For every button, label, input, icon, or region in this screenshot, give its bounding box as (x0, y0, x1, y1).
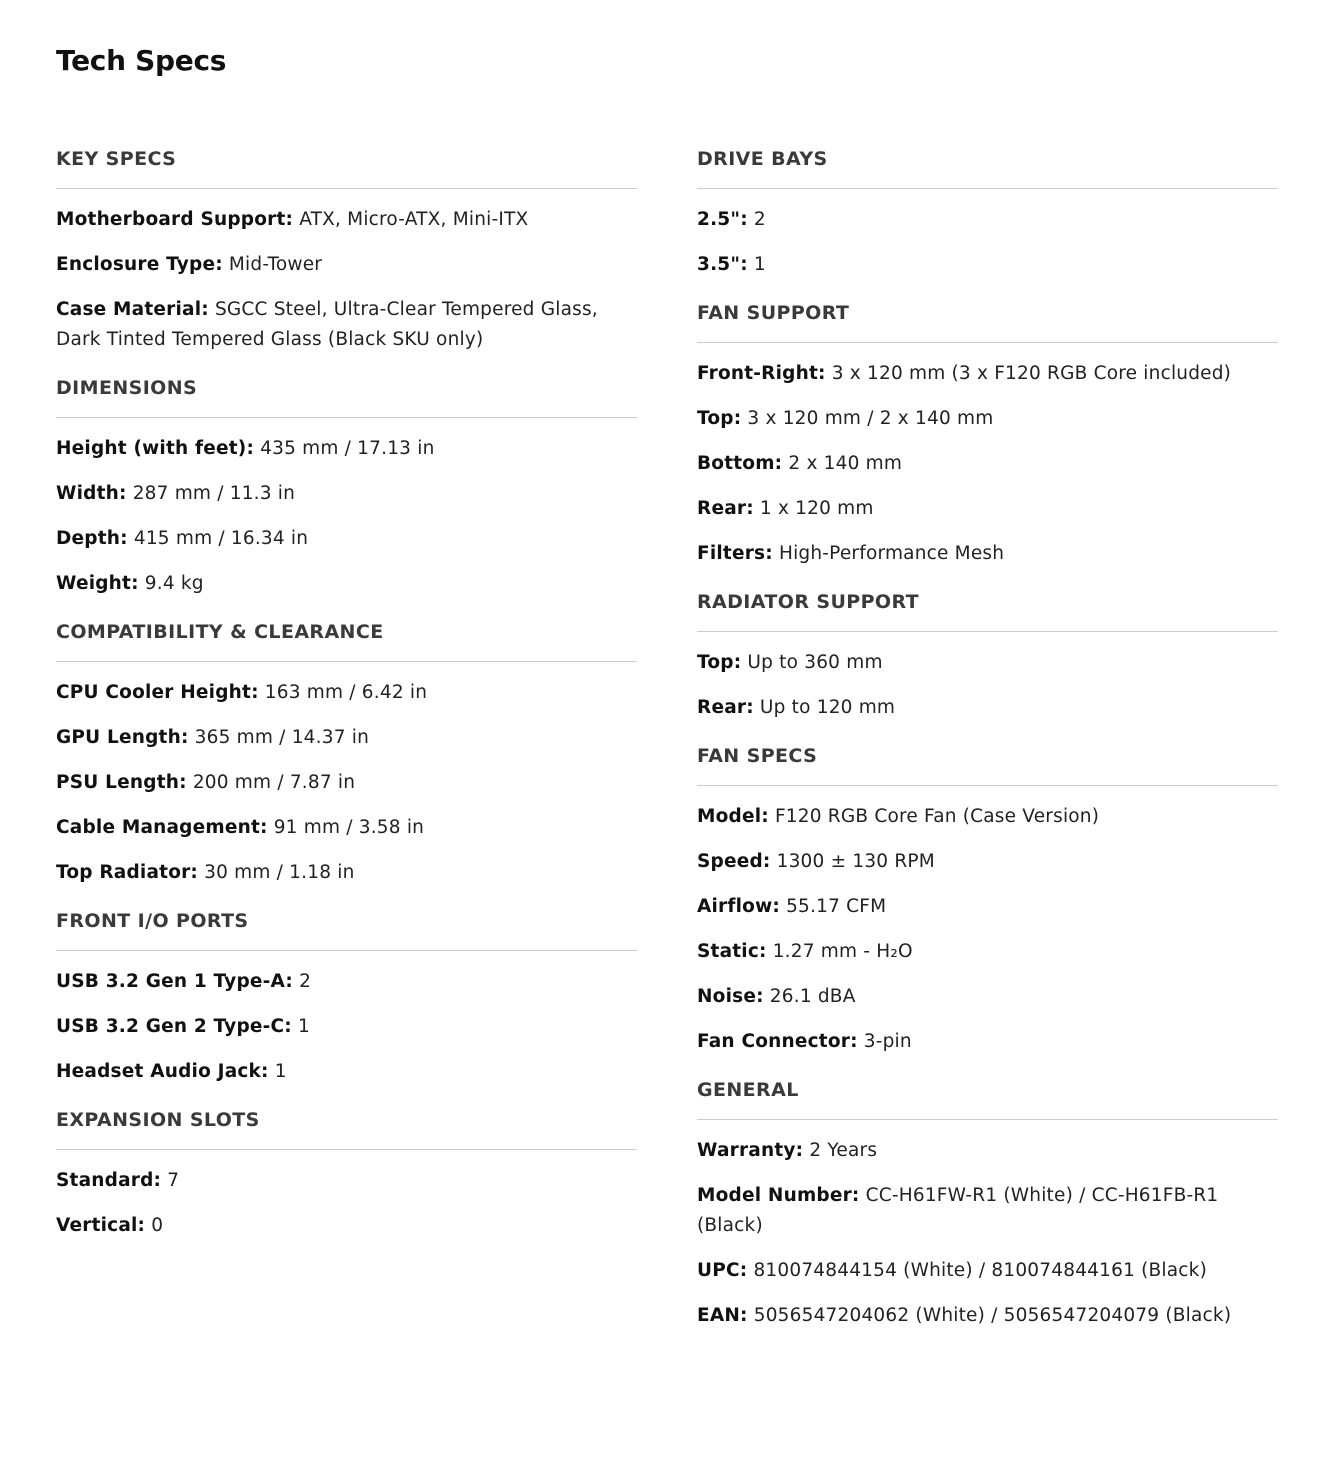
spec-value: 810074844154 (White) / 810074844161 (Black) (753, 1260, 1208, 1281)
spec-label: Filters: (697, 543, 773, 564)
section-title: FAN SUPPORT (697, 302, 850, 324)
spec-label: Speed: (697, 851, 771, 872)
spec-row (56, 295, 637, 355)
spec-label: Rear: (697, 498, 754, 519)
spec-row (697, 494, 1278, 524)
spec-row (56, 205, 637, 235)
spec-label: Enclosure Type: (56, 254, 223, 275)
spec-value: 55.17 CFM (786, 896, 887, 917)
spec-label: 3.5": (697, 254, 748, 275)
section-front-io-ports (56, 908, 637, 1087)
spec-label: Airflow: (697, 896, 780, 917)
spec-row (697, 982, 1278, 1012)
spec-value: 1 (274, 1061, 287, 1082)
section-title: DIMENSIONS (56, 377, 198, 399)
spec-value: Up to 120 mm (759, 697, 896, 718)
spec-value: 1 (753, 254, 766, 275)
spec-label: Width: (56, 483, 127, 504)
spec-value: 26.1 dBA (769, 986, 856, 1007)
section-divider (697, 785, 1278, 786)
spec-label: Weight: (56, 573, 139, 594)
section-general (697, 1077, 1278, 1331)
spec-value: 91 mm / 3.58 in (273, 817, 425, 838)
spec-row (697, 250, 1278, 280)
section-divider (697, 631, 1278, 632)
spec-label: Height (with feet): (56, 438, 255, 459)
spec-label: 2.5": (697, 209, 748, 230)
spec-row (56, 1012, 637, 1042)
spec-row (697, 1256, 1278, 1286)
spec-value: F120 RGB Core Fan (Case Version) (774, 806, 1100, 827)
spec-label: Warranty: (697, 1140, 804, 1161)
spec-row (697, 205, 1278, 235)
spec-label: Headset Audio Jack: (56, 1061, 269, 1082)
spec-row (697, 1181, 1278, 1241)
spec-value: 2 Years (809, 1140, 878, 1161)
spec-label: GPU Length: (56, 727, 189, 748)
spec-label: Static: (697, 941, 767, 962)
spec-row (697, 1027, 1278, 1057)
section-divider (56, 417, 637, 418)
spec-row (697, 937, 1278, 967)
section-divider (56, 950, 637, 951)
section-divider (56, 1149, 637, 1150)
spec-value: 415 mm / 16.34 in (133, 528, 309, 549)
spec-row (56, 813, 637, 843)
section-fan-support (697, 300, 1278, 569)
spec-value: 435 mm / 17.13 in (260, 438, 435, 459)
spec-row (56, 768, 637, 798)
section-title: KEY SPECS (56, 148, 177, 170)
specs-column-left (56, 146, 637, 1261)
section-expansion-slots (56, 1107, 637, 1241)
section-title: COMPATIBILITY & CLEARANCE (56, 621, 384, 643)
spec-label: Bottom: (697, 453, 783, 474)
spec-row (56, 434, 637, 464)
spec-label: Fan Connector: (697, 1031, 858, 1052)
spec-value: 1.27 mm - H₂O (772, 941, 913, 962)
spec-row (56, 723, 637, 753)
section-title: EXPANSION SLOTS (56, 1109, 260, 1131)
spec-value: 3 x 120 mm / 2 x 140 mm (747, 408, 994, 429)
spec-label: Standard: (56, 1170, 162, 1191)
spec-label: USB 3.2 Gen 1 Type-A: (56, 971, 293, 992)
spec-row (56, 858, 637, 888)
section-title: RADIATOR SUPPORT (697, 591, 920, 613)
spec-row (697, 1301, 1278, 1331)
spec-label: USB 3.2 Gen 2 Type-C: (56, 1016, 292, 1037)
specs-column-right (697, 146, 1278, 1351)
spec-label: CPU Cooler Height: (56, 682, 259, 703)
section-compatibility-clearance (56, 619, 637, 888)
spec-label: Depth: (56, 528, 128, 549)
section-fan-specs (697, 743, 1278, 1057)
spec-value: 287 mm / 11.3 in (132, 483, 296, 504)
spec-label: Noise: (697, 986, 764, 1007)
spec-row (697, 404, 1278, 434)
spec-label: Vertical: (56, 1215, 146, 1236)
spec-row (56, 1057, 637, 1087)
section-title: GENERAL (697, 1079, 799, 1101)
spec-label: PSU Length: (56, 772, 187, 793)
spec-value: 7 (167, 1170, 180, 1191)
spec-value: 3-pin (863, 1031, 912, 1052)
section-divider (56, 661, 637, 662)
spec-label: Cable Management: (56, 817, 268, 838)
spec-row (697, 693, 1278, 723)
spec-row (697, 847, 1278, 877)
spec-label: Top: (697, 652, 742, 673)
spec-value: 1300 ± 130 RPM (776, 851, 935, 872)
spec-label: Model Number: (697, 1185, 860, 1206)
section-title: FAN SPECS (697, 745, 818, 767)
spec-value: 2 (753, 209, 766, 230)
section-dimensions (56, 375, 637, 599)
spec-value: Up to 360 mm (747, 652, 883, 673)
spec-row (56, 569, 637, 599)
spec-row (697, 648, 1278, 678)
spec-row (697, 539, 1278, 569)
spec-row (697, 449, 1278, 479)
spec-row (697, 802, 1278, 832)
section-divider (56, 188, 637, 189)
spec-row (56, 524, 637, 554)
spec-value: 163 mm / 6.42 in (264, 682, 428, 703)
spec-row (56, 250, 637, 280)
page-title: Tech Specs (56, 44, 227, 77)
spec-value: 2 x 140 mm (788, 453, 903, 474)
section-key-specs (56, 146, 637, 355)
spec-label: Motherboard Support: (56, 209, 294, 230)
section-divider (697, 188, 1278, 189)
spec-value: 1 x 120 mm (759, 498, 874, 519)
spec-row (697, 359, 1278, 389)
spec-label: UPC: (697, 1260, 748, 1281)
spec-value: 9.4 kg (144, 573, 204, 594)
spec-value: CC-H61FW-R1 (White) / CC-H61FB-R1 (Black) (697, 1185, 1219, 1236)
spec-value: Mid-Tower (228, 254, 323, 275)
spec-label: Top Radiator: (56, 862, 199, 883)
spec-row (56, 967, 637, 997)
spec-row (56, 1211, 637, 1241)
section-radiator-support (697, 589, 1278, 723)
spec-label: Model: (697, 806, 769, 827)
spec-row (56, 1166, 637, 1196)
spec-label: EAN: (697, 1305, 748, 1326)
spec-value: ATX, Micro-ATX, Mini-ITX (299, 209, 529, 230)
section-divider (697, 342, 1278, 343)
spec-value: 200 mm / 7.87 in (192, 772, 356, 793)
spec-value: 1 (297, 1016, 310, 1037)
spec-value: SGCC Steel, Ultra-Clear Tempered Glass, Dark Tinted Tempered Glass (Black SKU only) (56, 299, 598, 350)
spec-value: 0 (151, 1215, 164, 1236)
spec-label: Rear: (697, 697, 754, 718)
spec-label: Top: (697, 408, 742, 429)
spec-label: Case Material: (56, 299, 209, 320)
spec-value: High-Performance Mesh (778, 543, 1005, 564)
spec-row (56, 678, 637, 708)
spec-value: 2 (299, 971, 312, 992)
spec-value: 5056547204062 (White) / 5056547204079 (Black) (753, 1305, 1232, 1326)
spec-value: 30 mm / 1.18 in (204, 862, 355, 883)
spec-row (697, 1136, 1278, 1166)
spec-value: 3 x 120 mm (3 x F120 RGB Core included) (831, 363, 1232, 384)
section-drive-bays (697, 146, 1278, 280)
spec-value: 365 mm / 14.37 in (194, 727, 370, 748)
section-title: FRONT I/O PORTS (56, 910, 249, 932)
section-title: DRIVE BAYS (697, 148, 828, 170)
spec-row (56, 479, 637, 509)
spec-row (697, 892, 1278, 922)
spec-label: Front-Right: (697, 363, 826, 384)
section-divider (697, 1119, 1278, 1120)
